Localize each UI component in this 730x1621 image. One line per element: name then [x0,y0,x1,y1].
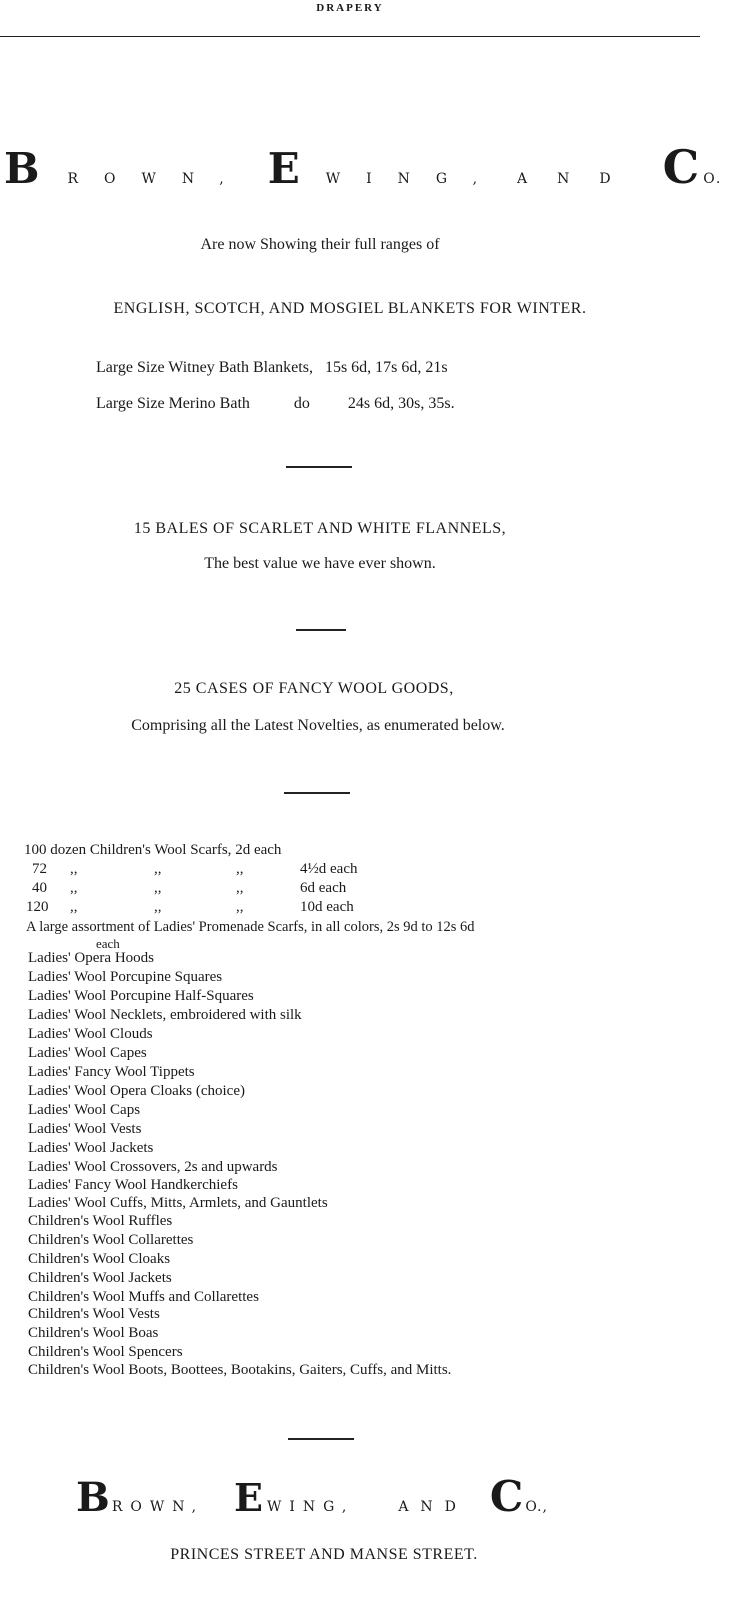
list-item: Children's Wool Ruffles [28,1213,173,1229]
firm-rest-ewing: WING, [325,171,504,187]
promenade-scarfs-cont: each [96,936,120,951]
wool-heading: 25 CASES OF FANCY WOOL GOODS, [174,680,454,697]
scarf-price: 10d each [300,899,354,915]
list-item: Ladies' Fancy Wool Handkerchiefs [28,1177,238,1193]
blankets-line-1-label: Large Size Witney Bath Blankets, [96,359,313,376]
list-item: Children's Wool Boots, Boottees, Bootakins, Gaiters, Cuffs, and Mitts. [28,1362,452,1378]
flannels-subline: The best value we have ever shown. [204,555,436,572]
scarf-qty: 40 [32,880,47,896]
divider-2 [296,629,346,631]
firm-and: AND [517,171,641,187]
list-item: Children's Wool Jackets [28,1270,172,1286]
firm-rest-ewing: WING, [267,1499,355,1515]
flannels-heading: 15 BALES OF SCARLET AND WHITE FLANNELS, [133,520,507,537]
list-item: Children's Wool Boas [28,1325,159,1341]
list-item: Children's Wool Cloaks [28,1251,171,1267]
firm-name-bottom [76,1472,556,1521]
firm-initial-e: E [234,1475,263,1520]
firm-initial-b: B [76,1474,110,1521]
scarf-desc: dozen Children's Wool Scarfs, [50,842,232,858]
scarf-price: 4½d each [300,861,358,877]
ditto-mark: ,, [154,880,162,896]
scarf-price: 6d each [300,880,347,896]
list-item: Ladies' Wool Capes [28,1045,147,1061]
blankets-line-1-prices: 15s 6d, 17s 6d, 21s [324,359,448,376]
blankets-line-2-do: do [293,395,310,412]
list-item: Ladies' Wool Opera Cloaks (choice) [28,1083,245,1099]
scarf-qty: 120 [26,899,49,915]
list-item: Ladies' Wool Jackets [28,1140,154,1156]
list-item: Ladies' Fancy Wool Tippets [28,1064,195,1080]
list-item: Ladies' Wool Cuffs, Mitts, Armlets, and Gauntlets [28,1195,328,1211]
firm-initial-c: C [489,1472,524,1521]
divider-3 [284,792,350,794]
ditto-mark: ,, [236,861,244,877]
ditto-mark: ,, [236,899,244,915]
list-item: Children's Wool Muffs and Collarettes [28,1289,259,1305]
scarf-qty: 72 [32,861,47,877]
page-header: DRAPERY [316,2,384,14]
firm-rest-co: O., [525,1499,548,1515]
blankets-line-2-label: Large Size Merino Bath [96,395,250,412]
list-item: Ladies' Wool Crossovers, 2s and upwards [28,1159,278,1175]
list-item: Ladies' Wool Vests [28,1121,142,1137]
blankets-line-2 [96,395,455,413]
list-item: Ladies' Wool Clouds [28,1026,153,1042]
list-item: Ladies' Wool Necklets, embroidered with silk [28,1007,302,1023]
list-item: Ladies' Wool Porcupine Half-Squares [28,988,254,1004]
ditto-mark: ,, [70,880,78,896]
firm-initial-e: E [267,144,300,193]
list-item: Children's Wool Spencers [28,1344,183,1360]
firm-rest-brown: ROWN, [67,171,250,187]
firm-initial-b: B [4,144,40,193]
firm-rest-co: O. [703,171,723,187]
ditto-mark: ,, [70,899,78,915]
ditto-mark: ,, [70,861,78,877]
scarf-row-72 [32,861,672,878]
scarf-price: 2d each [235,842,282,858]
scarf-row-120 [26,899,666,916]
intro-line: Are now Showing their full ranges of [200,236,440,253]
blankets-line-1 [96,359,448,377]
scarf-row-100 [24,842,281,859]
divider-4 [288,1438,354,1440]
firm-name-top [4,140,730,194]
scarf-qty: 100 [24,842,47,858]
wool-subline: Comprising all the Latest Novelties, as enumerated below. [131,717,505,734]
header-rule [0,36,700,37]
address-line: PRINCES STREET AND MANSE STREET. [170,1546,478,1563]
list-item: Ladies' Opera Hoods [28,950,154,966]
ditto-mark: ,, [154,899,162,915]
ditto-mark: ,, [236,880,244,896]
firm-initial-c: C [662,140,700,194]
list-item: Ladies' Wool Porcupine Squares [28,969,223,985]
ditto-mark: ,, [154,861,162,877]
list-item: Children's Wool Collarettes [28,1232,194,1248]
divider-1 [286,466,352,468]
blankets-line-2-prices: 24s 6d, 30s, 35s. [347,395,455,412]
list-item: Ladies' Wool Caps [28,1102,141,1118]
scarf-row-40 [32,880,672,897]
firm-rest-brown: ROWN, [111,1499,205,1515]
blankets-heading: ENGLISH, SCOTCH, AND MOSGIEL BLANKETS FOR WINTER. [113,300,587,317]
promenade-scarfs: A large assortment of Ladies' Promenade Scarfs, in all colors, 2s 9d to 12s 6d [26,919,475,935]
firm-and: AND [398,1499,468,1515]
list-item: Children's Wool Vests [28,1306,160,1322]
